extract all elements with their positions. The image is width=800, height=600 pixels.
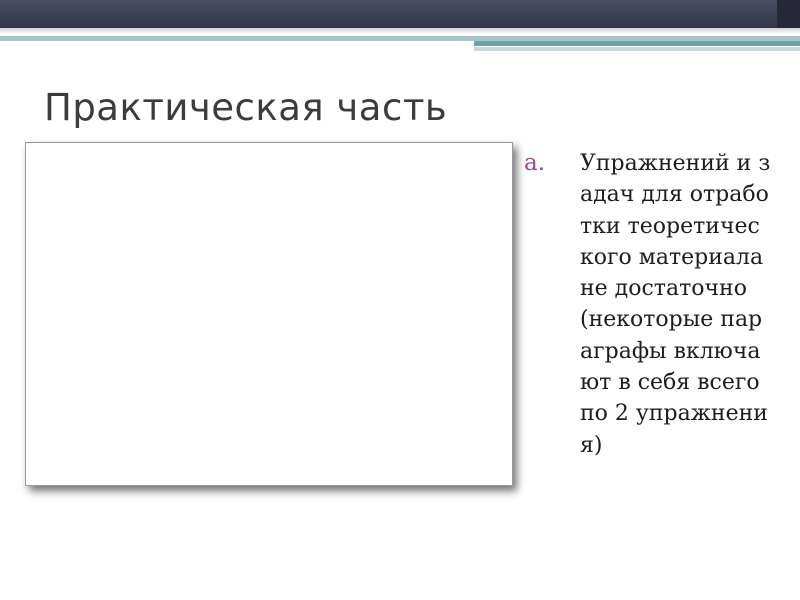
header-stripe-pale — [474, 47, 800, 51]
list-item — [524, 148, 794, 461]
list-item-text: Упражнений и задач для отработки теоретического материала не достаточно (некоторые параграфы включают в себя всего по 2 упражнения) — [580, 151, 771, 458]
header-stripe-accent — [474, 41, 800, 46]
header-shadow — [0, 28, 800, 34]
slide-title: Практическая часть — [44, 86, 448, 129]
image-placeholder — [25, 142, 513, 486]
header-band — [0, 0, 800, 28]
header-corner-block — [777, 0, 800, 28]
list-item-marker: a. — [524, 150, 546, 176]
bullet-list — [524, 148, 794, 461]
